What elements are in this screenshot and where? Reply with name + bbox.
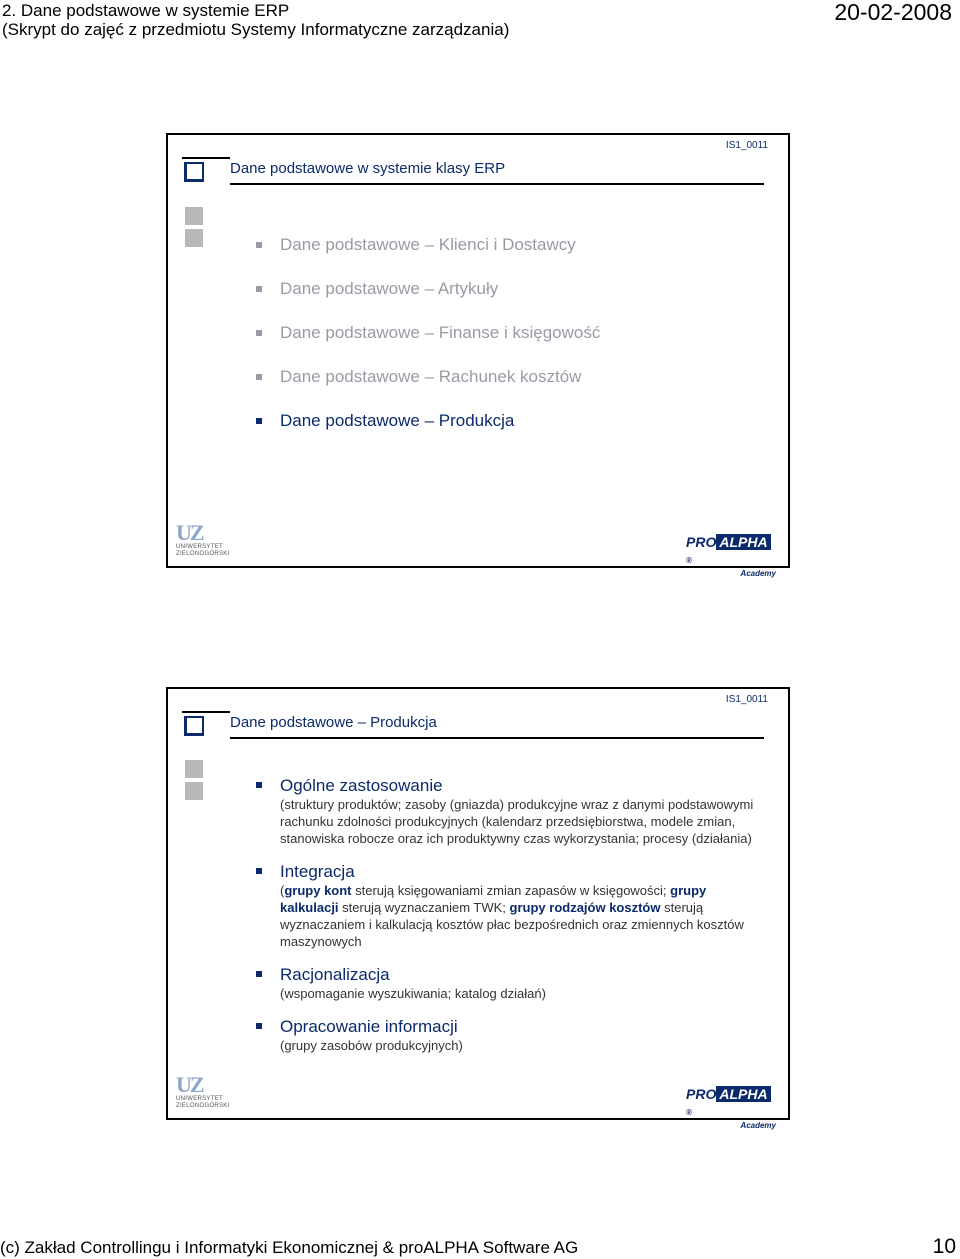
bullet-icon [256,1023,262,1029]
page-number: 10 [932,1235,956,1258]
list-item-text: Dane podstawowe – Produkcja [280,411,515,430]
bullet-icon [256,418,262,424]
proalpha-logo [686,534,776,578]
document-date: 20-02-2008 [834,0,952,25]
slide-2 [166,687,790,1130]
bullet-icon [256,868,262,874]
slide-title: Dane podstawowe – Produkcja [230,711,764,739]
logo-text: ZIELONOGÓRSKI [176,551,230,557]
logo-text: ALPHA [716,1086,770,1102]
logo-text: PRO [686,534,717,550]
list-item-text: Dane podstawowe – Finanse i księgowość [280,323,601,342]
list-item [244,964,766,1002]
logo-text: Academy [740,569,776,578]
logo-brand [686,534,776,569]
list-item [244,267,600,311]
square-decoration [185,207,203,225]
logo-text: ® [686,1108,692,1117]
text-run: sterują wyznaczaniem i kalkulacją kosztów płac bezpośrednich oraz zmiennych kosztów maszynowych [280,900,744,949]
bullet-icon [256,242,262,248]
university-logo [176,522,230,564]
list-item-text: Dane podstawowe – Artykuły [280,279,499,298]
list-item-description: (wspomaganie wyszukiwania; katalog działań) [280,986,546,1001]
slide-id: IS1_0011 [725,694,768,705]
bullet-list [244,223,600,443]
bullet-icon [256,374,262,380]
text-run-bold: grupy kalkulacji [280,883,707,915]
list-item-heading: Opracowanie informacji [280,1017,458,1036]
square-decoration [185,229,203,247]
list-item [244,775,766,847]
slide-id: IS1_0011 [725,140,768,151]
logo-brand [686,1086,776,1121]
list-item-description: (struktury produktów; zasoby (gniazda) produkcyjne wraz z danymi podstawowymi rachunku zdolności produkcyjnych (kalendarz przedsiębiorstwa, modele zmian, stanowiska robocze oraz ich produktywny czas wykorzystania; procesy (działania) [280,797,754,846]
bullet-icon [256,782,262,788]
logo-mark: UZ [176,520,203,545]
slide-1 [166,133,790,578]
square-decoration [187,718,202,733]
square-decoration [185,782,203,800]
list-item-heading: Integracja [280,862,355,881]
logo-mark: UZ [176,1072,203,1097]
list-item [244,223,600,267]
square-decoration [185,760,203,778]
logo-text: Academy [740,1121,776,1130]
document-footer: (c) Zakład Controllingu i Informatyki Ekonomicznej & proALPHA Software AG [0,1238,579,1257]
bullet-icon [256,971,262,977]
list-item-text: Dane podstawowe – Klienci i Dostawcy [280,235,576,254]
bullet-list [244,775,766,1054]
list-item [244,1016,766,1054]
list-item [244,861,766,950]
list-item [244,355,600,399]
text-run: sterują wyznaczaniem TWK; [338,900,510,915]
logo-text: ALPHA [716,534,770,550]
bullet-icon [256,330,262,336]
logo-text: ZIELONOGÓRSKI [176,1103,230,1109]
text-run-bold: grupy rodzajów kosztów [509,900,661,915]
text-run: sterują księgowaniami zmian zapasów w księgowości; [351,883,671,898]
list-item-description [280,882,766,950]
list-item-text: Dane podstawowe – Rachunek kosztów [280,367,582,386]
university-logo [176,1074,230,1116]
slide-title: Dane podstawowe w systemie klasy ERP [230,157,764,185]
logo-text: UNIWERSYTET [176,544,223,550]
bullet-icon [256,286,262,292]
list-item [244,311,600,355]
logo-text: ® [686,556,692,565]
text-run: ( [280,883,285,898]
list-item-heading: Racjonalizacja [280,965,390,984]
text-run-bold: grupy kont [284,883,352,898]
list-item [244,399,600,443]
logo-text: UNIWERSYTET [176,1096,223,1102]
document-header-title: 2. Dane podstawowe w systemie ERP [2,1,290,20]
square-decoration [187,164,202,179]
list-item-heading: Ogólne zastosowanie [280,776,443,795]
proalpha-logo [686,1086,776,1130]
document-header-subtitle: (Skrypt do zajęć z przedmiotu Systemy Informatyczne zarządzania) [2,20,510,39]
logo-text: PRO [686,1086,717,1102]
list-item-description: (grupy zasobów produkcyjnych) [280,1038,463,1053]
